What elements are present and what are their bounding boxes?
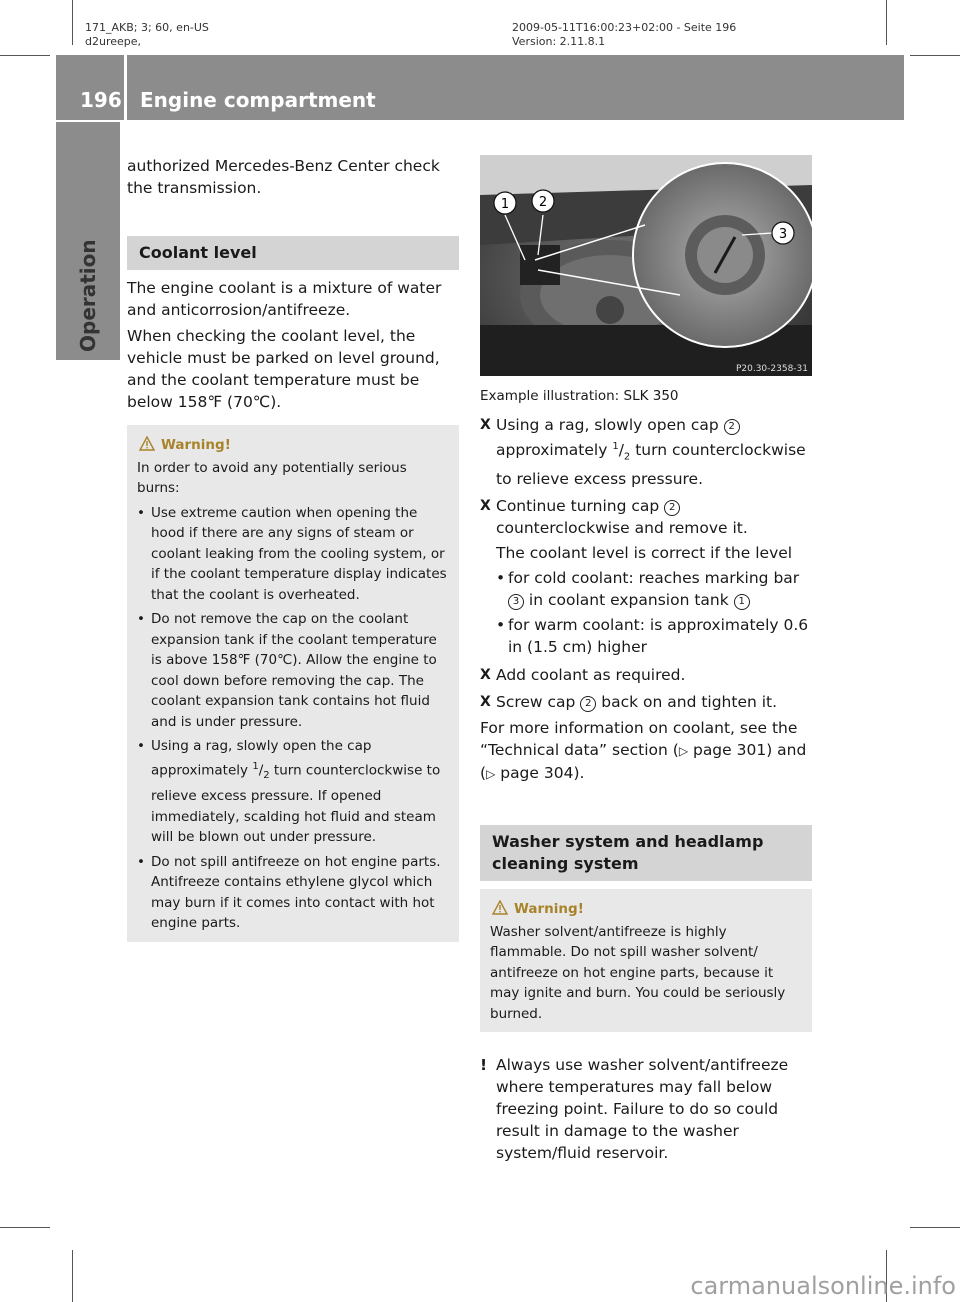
warning-intro: In order to avoid any potentially serious burns: — [137, 459, 407, 496]
warning-bullet: • Do not spill antifreeze on hot engine parts. Antifreeze contains ethylene glycol which may burn if it comes into contact with hot engine parts. — [137, 852, 449, 934]
crop-mark — [910, 55, 960, 56]
warning-bullet: • Do not remove the cap on the coolant expansion tank if the coolant temperature is above 158℉ (70℃). Allow the engine to cool down before removing the cap. The coolant expansion tank contains hot fluid and is under pressure. — [137, 609, 449, 732]
page-ref-arrow-icon: ▷ — [678, 744, 689, 759]
crop-mark — [0, 1227, 50, 1228]
bullet-text: turn counterclockwise to relieve excess pressure. If opened immediately, scalding hot fluid and steam will be blown out under pressure. — [151, 762, 441, 846]
crop-mark — [910, 1227, 960, 1228]
notice-text: Always use washer solvent/antifreeze where temperatures may fall below freezing point. Failure to do so could result in damage to the washer system/fluid reservoir. — [496, 1056, 789, 1163]
warning-title — [161, 435, 449, 456]
step-text: back on and tighten it. — [596, 693, 778, 712]
callout-1-ref: 1 — [734, 594, 750, 610]
meta-line: 2009-05-11T16:00:23+02:00 - Seite 196 — [512, 21, 737, 34]
fraction-denominator: 2 — [623, 451, 631, 463]
sub-text: in coolant expansion tank — [524, 591, 734, 610]
fraction-numerator: 1 — [612, 441, 619, 452]
instruction-step — [480, 691, 812, 713]
callout-3: 3 — [778, 227, 788, 242]
column-left — [127, 155, 459, 942]
sub-bullet — [480, 567, 812, 611]
sub-bullet: • for warm coolant: is approximately 0.6 in (1.5 cm) higher — [480, 614, 812, 658]
warning-text: Washer solvent/antifreeze is highly flammable. Do not spill washer solvent/ antifreeze on hot engine parts, because it may ignite and burn. You could be seriously burned. — [490, 923, 786, 1022]
callout-2: 2 — [538, 195, 548, 210]
meta-line: 171_AKB; 3; 60, en-US — [85, 21, 209, 34]
sub-text: for cold coolant: reaches marking bar — [508, 569, 800, 588]
callout-2-ref: 2 — [724, 419, 740, 435]
page-ref-arrow-icon: ▷ — [486, 767, 496, 782]
warning-box — [480, 889, 812, 1032]
meta-line: Version: 2.11.8.1 — [512, 35, 606, 48]
callout-2-ref: 2 — [664, 500, 680, 516]
more-info — [480, 717, 812, 785]
page-number: 196 — [80, 88, 122, 112]
page-title: Engine compartment — [140, 88, 376, 112]
chapter-label: Operation — [76, 239, 100, 352]
fraction-numerator: 1 — [252, 760, 259, 772]
intro-text: authorized Mercedes-Benz Center check the transmission. — [127, 157, 440, 197]
step-text: Screw cap — [496, 693, 581, 712]
step-note: The coolant level is correct if the level — [496, 544, 793, 563]
step-text: approximately — [496, 441, 613, 460]
more-text: For more information on coolant, see the “Technical data” section ( — [480, 719, 798, 760]
notice-icon: ! — [480, 1056, 488, 1075]
paragraph: The engine coolant is a mixture of water and anticorrosion/antifreeze. — [127, 279, 442, 319]
print-meta-left — [85, 21, 209, 49]
bullet-text: Using a rag, slowly open the cap approximately — [151, 738, 372, 778]
crop-mark — [72, 0, 73, 45]
warning-title — [514, 899, 802, 920]
header-divider — [124, 55, 127, 120]
warning-bullet: • Using a rag, slowly open the cap approximately $^1/_2$ turn counterclockwise to relieve excess pressure. If opened immediately, scalding hot fluid and steam will be blown out under pressure. — [137, 736, 449, 848]
more-text: page 304). — [495, 764, 585, 783]
callout-1: 1 — [500, 197, 510, 212]
step-text: Continue turning cap — [496, 497, 665, 516]
warning-triangle-icon — [139, 436, 155, 451]
section-heading-coolant: Coolant level — [127, 236, 459, 270]
engine-photo — [480, 155, 812, 376]
section-heading-washer: Washer system and headlamp cleaning system — [480, 825, 812, 881]
instruction-step — [480, 495, 812, 564]
crop-mark — [72, 1250, 73, 1302]
step-text: counterclockwise and remove it. — [496, 519, 748, 538]
engine-illustration — [480, 155, 812, 376]
paragraph: When checking the coolant level, the vehicle must be parked on level ground, and the coolant temperature must be below 158℉ (70℃). — [127, 327, 440, 411]
instruction-step: X Add coolant as required. — [480, 664, 812, 686]
callout-3-ref: 3 — [508, 594, 524, 610]
print-meta-right — [512, 21, 736, 49]
crop-mark — [886, 0, 887, 45]
crop-mark — [0, 55, 50, 56]
warning-triangle-icon — [492, 900, 508, 915]
meta-line: d2ureepe, — [85, 35, 142, 48]
warning-bullet: • Use extreme caution when opening the hood if there are any signs of steam or coolant leaking from the cooling system, or if the coolant temperature display indicates that the coolant is overheated. — [137, 503, 449, 606]
fraction-denominator: 2 — [263, 769, 270, 781]
footer-watermark: carmanualsonline.info — [690, 1272, 956, 1300]
callout-2-ref: 2 — [580, 696, 596, 712]
notice — [480, 1054, 812, 1164]
figure-code: P20.30-2358-31 — [735, 364, 808, 374]
more-text: page 301) and ( — [480, 741, 807, 783]
warning-title-text: Warning! — [514, 901, 584, 918]
figure-caption: Example illustration: SLK 350 — [480, 388, 679, 404]
step-text: Using a rag, slowly open cap — [496, 416, 724, 434]
column-right — [480, 386, 812, 1164]
step-text: turn counterclockwise to relieve excess pressure. — [496, 441, 806, 489]
instruction-step: X Using a rag, slowly open cap 2 approximately $^1/_2$ turn counterclockwise to relieve excess pressure. — [480, 414, 812, 490]
warning-box — [127, 425, 459, 942]
warning-title-text: Warning! — [161, 437, 231, 453]
